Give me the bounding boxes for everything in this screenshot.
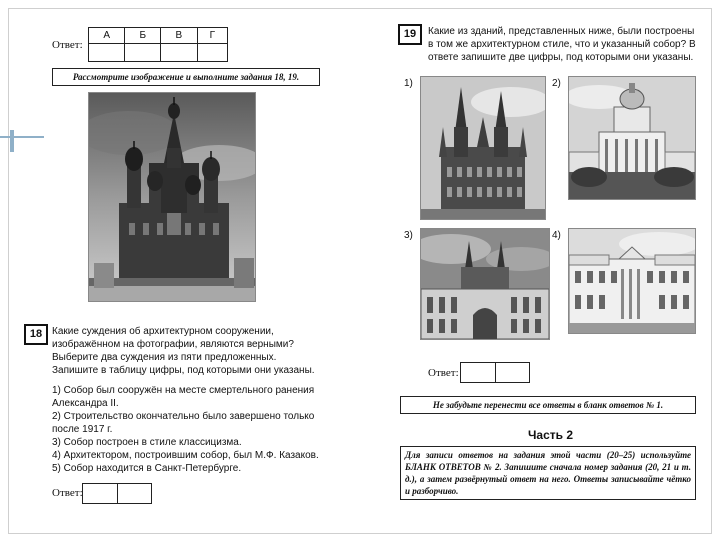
instruction-box: Рассмотрите изображение и выполните задания 18, 19.	[52, 68, 320, 86]
answer-cell[interactable]	[161, 44, 197, 62]
building-photo-3[interactable]	[420, 228, 550, 340]
slide-decoration	[0, 136, 44, 138]
slide-decoration-bar	[10, 130, 14, 152]
building-photo-4[interactable]	[568, 228, 696, 334]
question-19-text: Какие из зданий, представленных ниже, были построены в том же архитектурном стиле, что и указанный собор? В ответе запишите две цифры, под которыми они указаны.	[428, 26, 696, 63]
option-item: 2) Строительство окончательно было завершено только после 1917 г.	[52, 411, 315, 435]
question-19-number: 19	[398, 24, 422, 45]
answer-cell[interactable]	[117, 484, 152, 504]
option-item: 5) Собор находится в Санкт-Петербурге.	[52, 463, 242, 474]
option-number: 3)	[404, 230, 413, 241]
question-18-answer-label: Ответ:	[52, 487, 83, 499]
task17-answer-table	[88, 27, 228, 62]
table-header: Б	[125, 28, 161, 44]
table-header: Г	[197, 28, 227, 44]
option-number: 1)	[404, 78, 413, 89]
option-item: 3) Собор построен в стиле классицизма.	[52, 437, 242, 448]
cathedral-photo	[88, 92, 256, 302]
question-19-answer-label: Ответ:	[428, 367, 459, 379]
option-number: 4)	[552, 230, 561, 241]
question-18-answer-table	[82, 483, 152, 504]
answer-cell[interactable]	[89, 44, 125, 62]
answer-cell[interactable]	[125, 44, 161, 62]
question-18-text: Какие суждения об архитектурном сооружении, изображённом на фотографии, являются верными? Выберите два суждения из пяти предложенных. Запишите в таблицу цифры, под которыми они указаны.	[52, 326, 315, 376]
table-header: В	[161, 28, 197, 44]
question-18-number: 18	[24, 324, 48, 345]
answer-cell[interactable]	[83, 484, 118, 504]
answer-cell[interactable]	[495, 363, 530, 383]
part2-instruction-box: Для записи ответов на задания этой части (20–25) используйте БЛАНК ОТВЕТОВ № 2. Запишите сначала номер задания (20, 21 и т. д.), а затем развёрнутый ответ на него. Ответы записывайте чётко и разборчиво.	[400, 446, 696, 500]
table-header: А	[89, 28, 125, 44]
option-item: 1) Собор был сооружён на месте смертельного ранения Александра II.	[52, 385, 315, 409]
option-number: 2)	[552, 78, 561, 89]
building-photo-2[interactable]	[568, 76, 696, 200]
part2-title: Часть 2	[528, 428, 574, 442]
answer-cell[interactable]	[461, 363, 496, 383]
question-19-answer-table	[460, 362, 530, 383]
reminder-box: Не забудьте перенести все ответы в бланк ответов № 1.	[400, 396, 696, 414]
task17-answer-label: Ответ:	[52, 39, 83, 51]
answer-cell[interactable]	[197, 44, 227, 62]
option-item: 4) Архитектором, построившим собор, был М.Ф. Казаков.	[52, 450, 319, 461]
question-18-options	[52, 384, 324, 475]
building-photo-1[interactable]	[420, 76, 546, 220]
